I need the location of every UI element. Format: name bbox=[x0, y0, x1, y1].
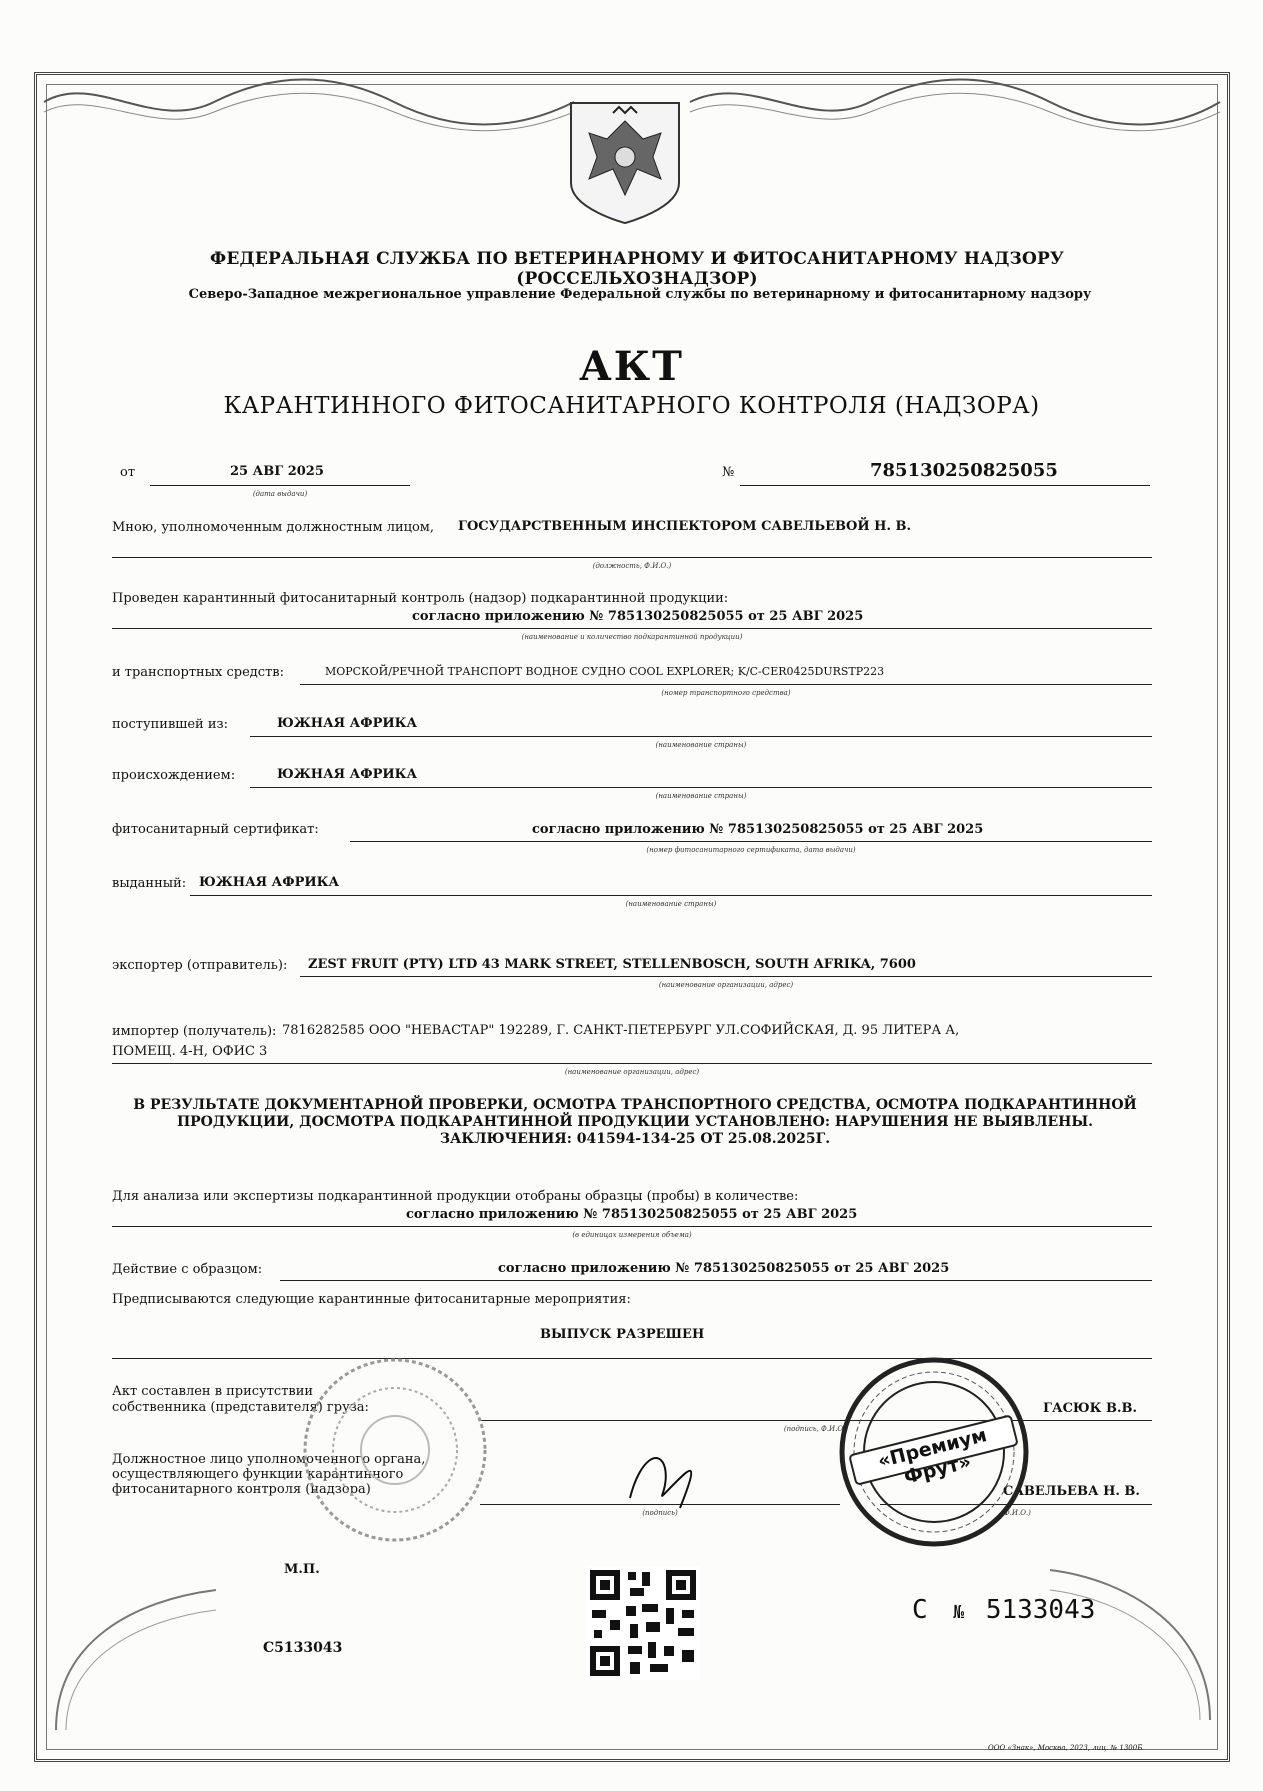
samples-caption: (в единицах измерения объема) bbox=[572, 1231, 692, 1239]
serial-prefix: С bbox=[912, 1595, 928, 1625]
samples-underline bbox=[112, 1226, 1152, 1227]
transport-label: и транспортных средств: bbox=[112, 665, 284, 680]
importer-value-line2: ПОМЕЩ. 4-Н, ОФИС 3 bbox=[112, 1044, 268, 1059]
qr-code-icon bbox=[586, 1566, 700, 1680]
stamp-place-label: М.П. bbox=[284, 1562, 320, 1577]
origin-caption: (наименование страны) bbox=[655, 792, 747, 800]
document-subtitle: КАРАНТИННОГО ФИТОСАНИТАРНОГО КОНТРОЛЯ (НАДЗОРА) bbox=[223, 393, 1040, 419]
owner-name: ГАСЮК В.В. bbox=[1043, 1401, 1138, 1416]
company-stamp-text: «Премиум Фрут» bbox=[875, 1424, 990, 1489]
number-underline bbox=[740, 485, 1150, 486]
owner-label-line1: Акт составлен в присутствии bbox=[112, 1384, 314, 1399]
owner-label-line2: собственника (представителя) груза: bbox=[112, 1400, 369, 1415]
printer-note: ООО «Знак», Москва, 2023, лиц. № 1300Б bbox=[988, 1744, 1143, 1752]
date-caption: (дата выдачи) bbox=[252, 490, 308, 498]
bottom-left-ornament bbox=[46, 1580, 226, 1740]
owner-underline bbox=[480, 1420, 1152, 1421]
owner-caption: (подпись, Ф.И.О.) bbox=[783, 1425, 849, 1433]
result-line-3: ЗАКЛЮЧЕНИЯ: 041594-134-25 ОТ 25.08.2025Г. bbox=[439, 1131, 831, 1147]
control-underline bbox=[112, 628, 1152, 629]
official-seal-icon bbox=[300, 1355, 490, 1545]
issued-label: выданный: bbox=[112, 876, 187, 891]
origin-label: происхождением: bbox=[112, 768, 236, 783]
result-line-1: В РЕЗУЛЬТАТЕ ДОКУМЕНТАРНОЙ ПРОВЕРКИ, ОСМОТРА ТРАНСПОРТНОГО СРЕДСТВА, ОСМОТРА ПОДКАРАНТИННОЙ bbox=[133, 1097, 1137, 1113]
official-label-line2: осуществляющего функции карантинного bbox=[112, 1467, 404, 1482]
official-label-line1: Должностное лицо уполномоченного органа, bbox=[112, 1452, 426, 1467]
issued-caption: (наименование страны) bbox=[625, 900, 717, 908]
origin-underline bbox=[250, 787, 1152, 788]
department-name: Северо-Западное межрегиональное управление Федеральной службы по ветеринарному и фитосанитарному надзору bbox=[188, 287, 1092, 302]
importer-caption: (наименование организации, адрес) bbox=[564, 1068, 700, 1076]
sample-action-value: согласно приложению № 785130250825055 от 25 АВГ 2025 bbox=[498, 1261, 950, 1276]
date-underline bbox=[150, 485, 410, 486]
signature-icon bbox=[620, 1438, 710, 1518]
samples-value: согласно приложению № 785130250825055 от 25 АВГ 2025 bbox=[406, 1207, 858, 1222]
coat-of-arms-icon bbox=[567, 99, 683, 227]
control-value: согласно приложению № 785130250825055 от 25 АВГ 2025 bbox=[412, 609, 864, 624]
certificate-label: фитосанитарный сертификат: bbox=[112, 822, 319, 837]
document-number: 785130250825055 bbox=[870, 460, 1058, 481]
issued-value: ЮЖНАЯ АФРИКА bbox=[199, 875, 340, 890]
transport-value: МОРСКОЙ/РЕЧНОЙ ТРАНСПОРТ ВОДНОЕ СУДНО COOL EXPLORER; K/C-CER0425DURSTP223 bbox=[325, 665, 885, 678]
number-label: № bbox=[722, 465, 735, 480]
serial-number: 5133043 bbox=[985, 1595, 1096, 1625]
measures-label: Предписываются следующие карантинные фитосанитарные мероприятия: bbox=[112, 1292, 631, 1307]
official-label-line3: фитосанитарного контроля (надзора) bbox=[112, 1482, 371, 1497]
serial-no-label: № bbox=[953, 1602, 965, 1623]
exporter-underline bbox=[300, 976, 1152, 977]
control-caption: (наименование и количество подкарантинной продукции) bbox=[521, 633, 743, 641]
control-label: Проведен карантинный фитосанитарный контроль (надзор) подкарантинной продукции: bbox=[112, 591, 729, 606]
arrived-label: поступившей из: bbox=[112, 717, 228, 732]
transport-caption: (номер транспортного средства) bbox=[661, 689, 791, 697]
exporter-label: экспортер (отправитель): bbox=[112, 958, 288, 973]
result-line-2: ПРОДУКЦИИ, ДОСМОТРА ПОДКАРАНТИННОЙ ПРОДУКЦИИ УСТАНОВЛЕНО: НАРУШЕНИЯ НЕ ВЫЯВЛЕНЫ. bbox=[176, 1114, 1094, 1130]
certificate-underline bbox=[350, 841, 1152, 842]
importer-label: импортер (получатель): bbox=[112, 1024, 277, 1039]
document-date: 25 АВГ 2025 bbox=[230, 464, 324, 479]
document-title: АКТ bbox=[579, 343, 684, 390]
inspector-value: ГОСУДАРСТВЕННЫМ ИНСПЕКТОРОМ САВЕЛЬЕВОЙ Н. В. bbox=[458, 519, 912, 534]
measures-value: ВЫПУСК РАЗРЕШЕН bbox=[540, 1327, 705, 1342]
exporter-caption: (наименование организации, адрес) bbox=[658, 981, 794, 989]
exporter-value: ZEST FRUIT (PTY) LTD 43 MARK STREET, STELLENBOSCH, SOUTH AFRIKA, 7600 bbox=[308, 957, 916, 972]
form-code: С5133043 bbox=[263, 1640, 343, 1656]
certificate-value: согласно приложению № 785130250825055 от 25 АВГ 2025 bbox=[532, 822, 984, 837]
samples-label: Для анализа или экспертизы подкарантинной продукции отобраны образцы (пробы) в количестве: bbox=[112, 1189, 799, 1204]
inspector-underline bbox=[112, 557, 1152, 558]
agency-name: ФЕДЕРАЛЬНАЯ СЛУЖБА ПО ВЕТЕРИНАРНОМУ И ФИТОСАНИТАРНОМУ НАДЗОРУ (РОССЕЛЬХОЗНАДЗОР) bbox=[210, 249, 1064, 289]
importer-value-line1: 7816282585 ООО "НЕВАСТАР" 192289, Г. САНКТ-ПЕТЕРБУРГ УЛ.СОФИЙСКАЯ, Д. 95 ЛИТЕРА А, bbox=[282, 1023, 960, 1038]
sample-action-underline bbox=[280, 1280, 1152, 1281]
origin-value: ЮЖНАЯ АФРИКА bbox=[277, 767, 418, 782]
inspector-label: Мною, уполномоченным должностным лицом, bbox=[112, 520, 435, 535]
official-sign-caption: (подпись) bbox=[642, 1509, 678, 1517]
certificate-caption: (номер фитосанитарного сертификата, дата выдачи) bbox=[646, 846, 856, 854]
official-name: САВЕЛЬЕВА Н. В. bbox=[1003, 1484, 1140, 1499]
bottom-right-ornament bbox=[1040, 1560, 1220, 1730]
inspector-caption: (должность, Ф.И.О.) bbox=[592, 562, 672, 570]
inspection-result bbox=[110, 1097, 1160, 1148]
arrived-caption: (наименование страны) bbox=[655, 741, 747, 749]
date-label: от bbox=[120, 465, 136, 480]
arrived-underline bbox=[250, 736, 1152, 737]
arrived-value: ЮЖНАЯ АФРИКА bbox=[277, 716, 418, 731]
transport-underline bbox=[300, 684, 1152, 685]
issued-underline bbox=[190, 895, 1152, 896]
official-name-caption: (Ф.И.О.) bbox=[1001, 1509, 1031, 1517]
importer-underline bbox=[112, 1063, 1152, 1064]
sample-action-label: Действие с образцом: bbox=[112, 1262, 263, 1277]
